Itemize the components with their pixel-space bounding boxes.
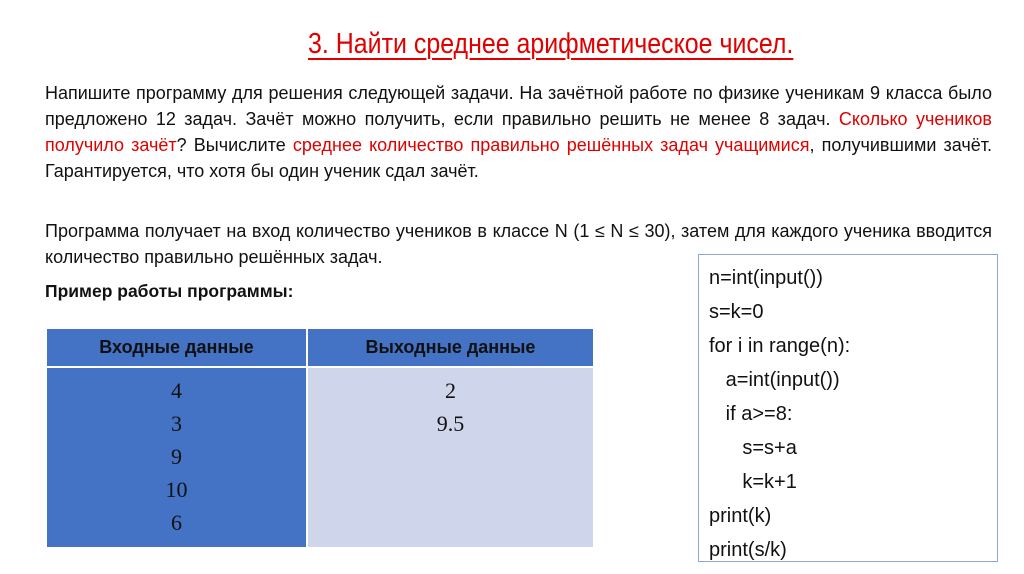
code-line: if a>=8: (709, 403, 793, 425)
input-cell (47, 368, 306, 547)
text-segment: Напишите программу для решения следующей задачи. На зачётной работе по физике ученикам 9 класса было предложено 12 задач. Зачёт можно получить, если правильно решить не менее 8 задач. (45, 83, 992, 129)
example-table (45, 327, 595, 549)
input-value: 3 (170, 411, 182, 436)
task-description (45, 80, 992, 184)
input-value: 6 (170, 510, 182, 535)
input-value: 10 (165, 477, 188, 502)
code-line: s=k=0 (709, 301, 764, 323)
code-line: a=int(input()) (709, 369, 840, 391)
code-line: n=int(input()) (709, 267, 823, 289)
highlighted-question: Сколько учеников получило зачёт (45, 109, 992, 155)
code-box (698, 254, 998, 562)
header-output: Выходные данные (308, 329, 593, 366)
code-line: for i in range(n): (709, 335, 851, 357)
header-input: Входные данные (47, 329, 306, 366)
input-value: 9 (170, 444, 182, 469)
code-line: k=k+1 (709, 471, 797, 493)
output-value: 2 (444, 378, 456, 403)
input-value: 4 (170, 378, 182, 403)
code-line: s=s+a (709, 437, 797, 459)
highlighted-question: среднее количество правильно решённых задач учащимися (292, 135, 810, 155)
text-segment: ? Вычислите (176, 135, 293, 155)
example-label: Пример работы программы: (45, 281, 294, 301)
output-cell (308, 368, 593, 547)
input-description: Программа получает на вход количество учеников в классе N (1 ≤ N ≤ 30), затем для каждого ученика вводится количество правильно решённых задач. (45, 221, 992, 267)
slide-title: 3. Найти среднее арифметическое чисел. (308, 28, 794, 60)
text-segment: , получившими зачёт. Гарантируется, что хотя бы один ученик сдал зачёт. (45, 135, 993, 181)
code-line: print(k) (709, 505, 772, 527)
code-line: print(s/k) (709, 539, 787, 561)
output-value: 9.5 (436, 411, 465, 436)
